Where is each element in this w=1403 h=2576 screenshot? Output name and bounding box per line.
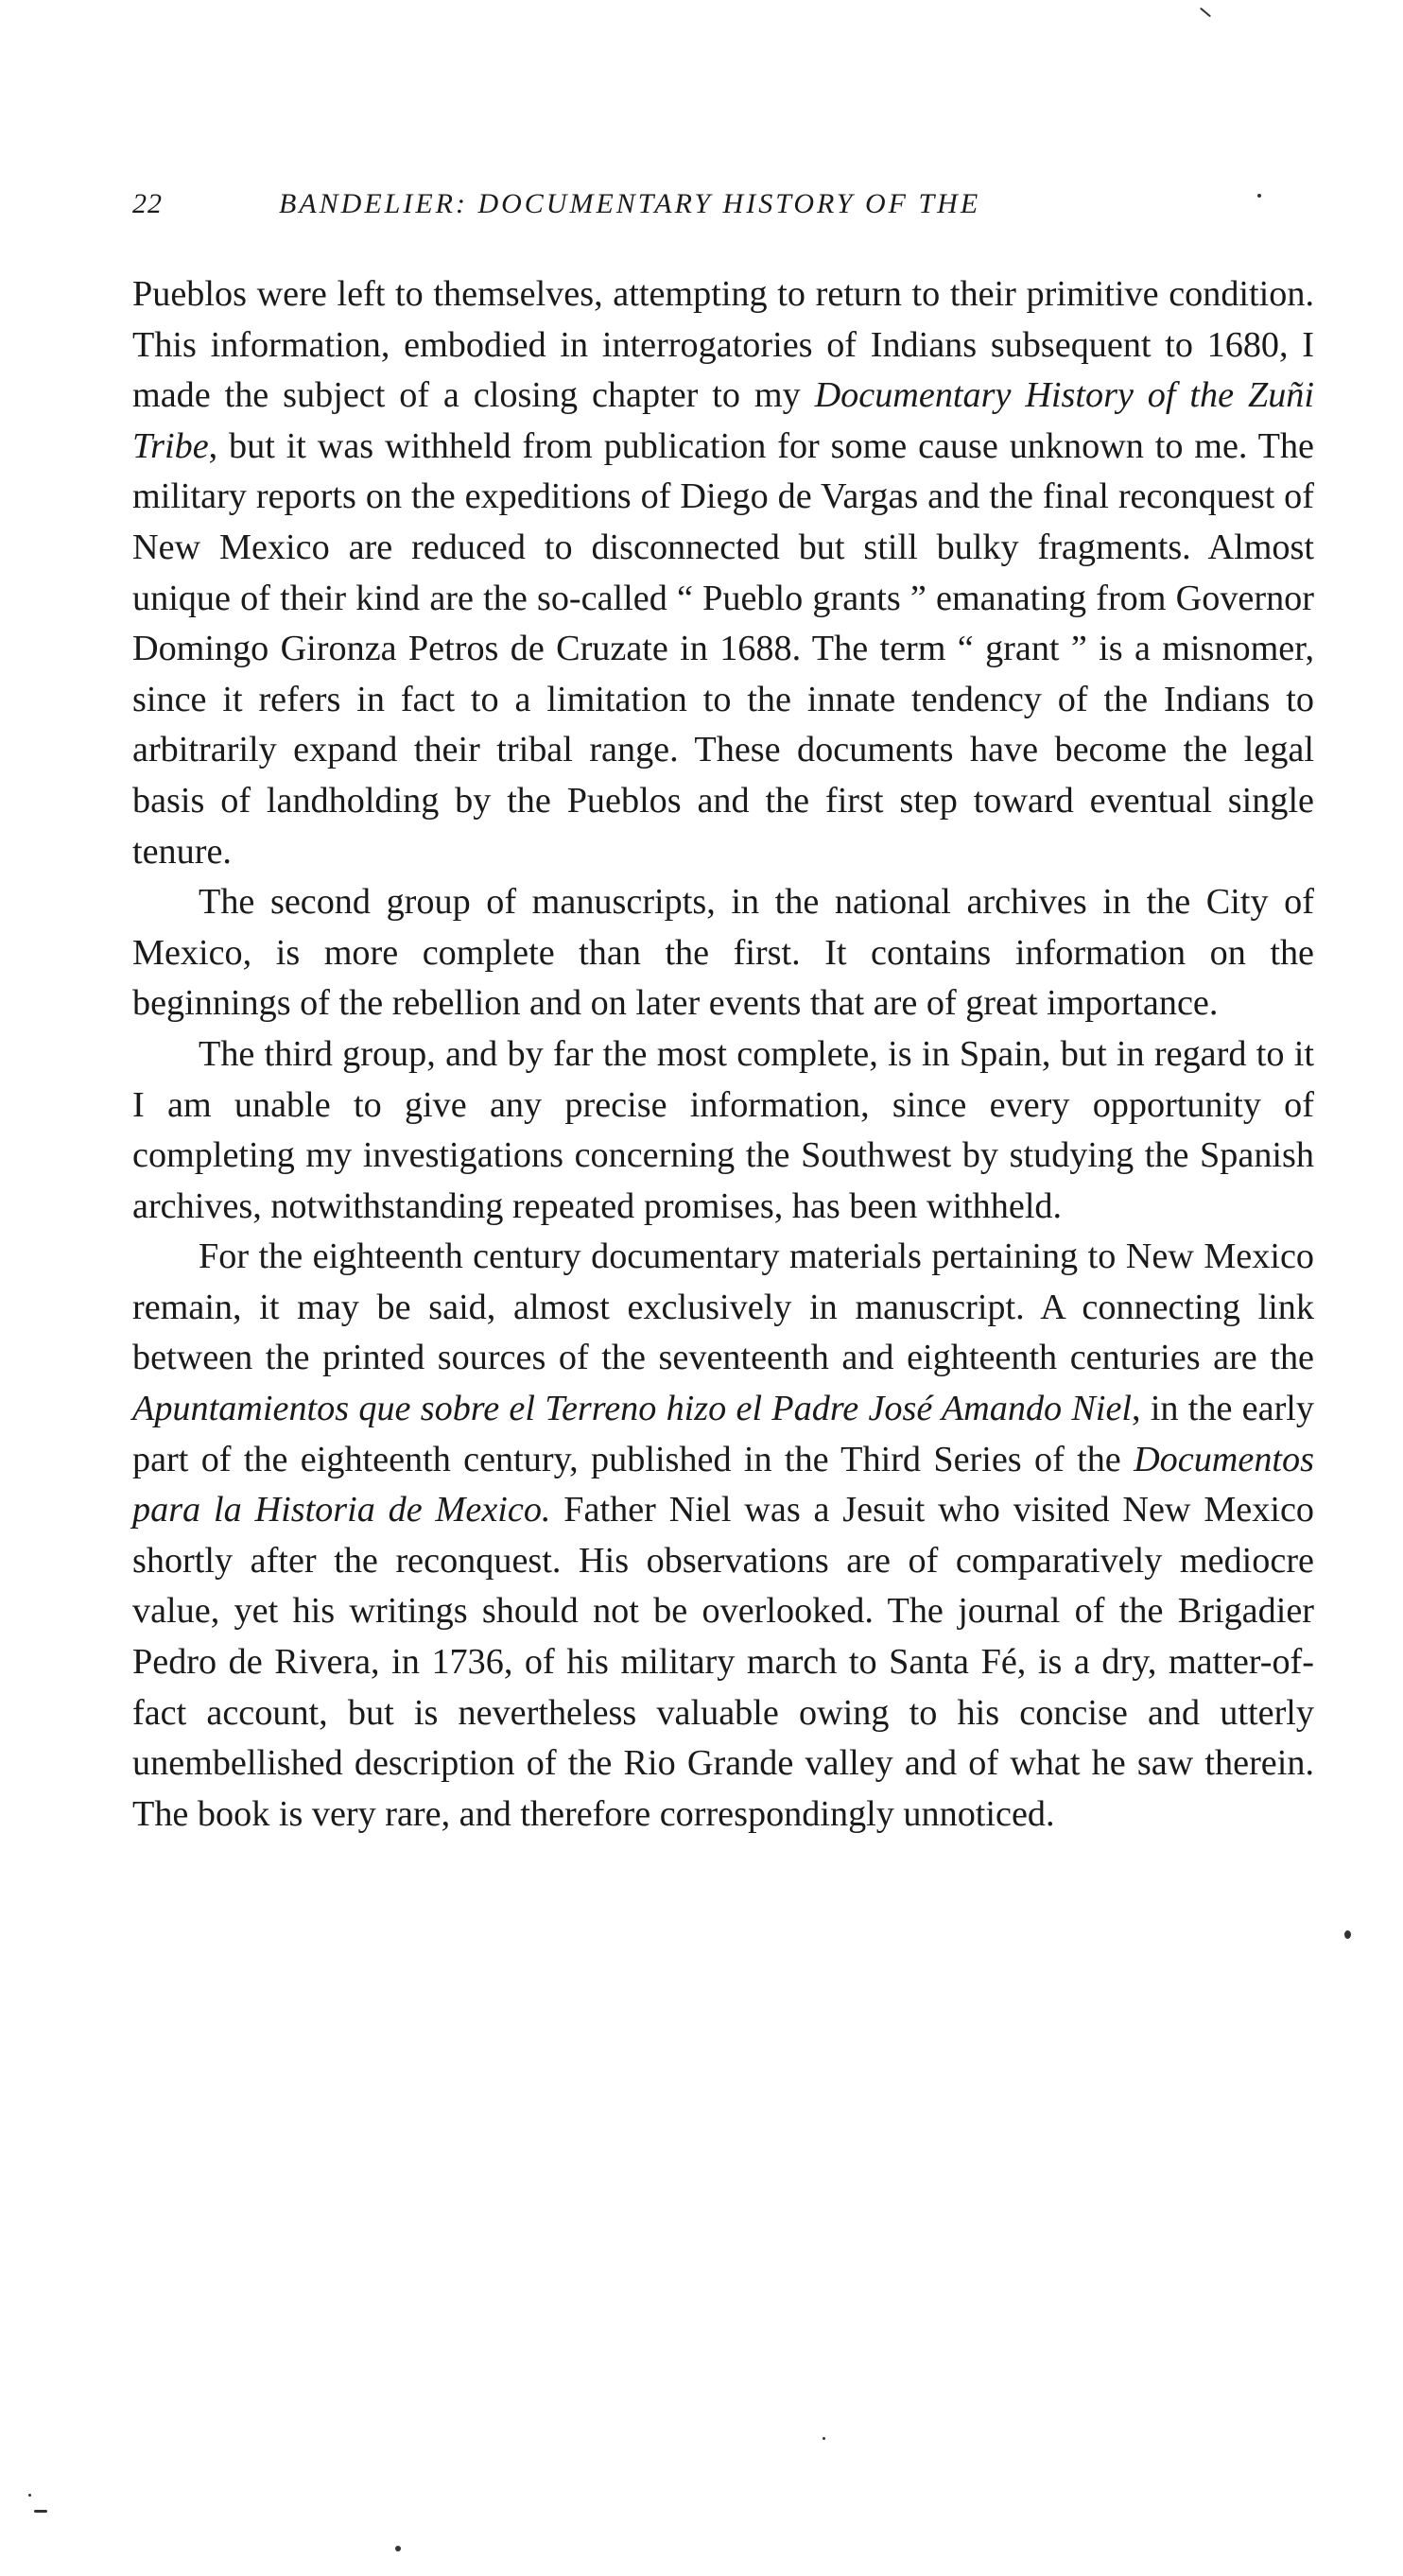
scan-speck	[34, 2510, 47, 2513]
scan-speck	[395, 2546, 401, 2551]
paragraph-4	[132, 1232, 1314, 1840]
paragraph-3: The third group, and by far the most complete, is in Spain, but in regard to it I am unable to give any precise information, since every opportunity of completing my investigations concerning the Southwest by studying the Spanish archives, notwithstanding repeated promises, has been withheld.	[132, 1033, 1314, 1226]
paragraph-1-text-1: Pueblos were left to themselves, attempting to return to their primitive condition. This information, embodied in interrogatories of Indians subsequent to 1680, I made the subject of a closing chapter to my	[132, 274, 1314, 416]
page-header	[132, 182, 1295, 230]
scan-speck	[823, 2437, 825, 2440]
paragraph-1-text-2: , but it was withheld from publication for some cause unknown to me. The military reports on the expeditions of Diego de Vargas and the final reconquest of New Mexico are reduced to disconnected but still bulky fragments. Almost unique of their kind are the so-called “ Pueblo grants ” emanating from Governor Domingo Gironza Petros de Cruzate in 1688. The term “ grant ” is a misnomer, since it refers in fact to a limitation to the innate tendency of the Indians to arbitrarily expand their tribal range. These documents have become the legal basis of landholding by the Pueblos and the first step toward eventual single tenure.	[132, 425, 1314, 872]
paragraph-2: The second group of manuscripts, in the national archives in the City of Mexico, is more complete than the first. It contains information on the beginnings of the rebellion and on later events that are of great importance.	[132, 882, 1314, 1024]
scan-speck	[28, 2494, 31, 2497]
running-head: BANDELIER: DOCUMENTARY HISTORY OF THE	[279, 188, 981, 219]
paragraph-4-text-3: Father Niel was a Jesuit who visited New Mexico shortly after the reconquest. His observations are of comparatively mediocre value, yet his writings should not be overlooked. The journal of the Brigadier Pedro de Rivera, in 1736, of his military march to Santa Fé, is a dry, matter-of-fact account, but is nevertheless valuable owing to his concise and utterly unembellished description of the Rio Grande valley and of what he saw therein. The book is very rare, and therefore correspondingly unnoticed.	[132, 1490, 1314, 1834]
book-title-documentos: Documentos para la Historia de Mexico.	[132, 1439, 1314, 1530]
paragraph-4-text-1: For the eighteenth century documentary materials pertaining to New Mexico remain, it may be said, almost exclusively in manuscript. A connecting link between the printed sources of the seventeenth and eighteenth centuries are the	[132, 1236, 1314, 1378]
scan-speck	[1200, 8, 1211, 18]
page-number: 22	[132, 188, 163, 219]
book-title-apuntamientos: Apuntamientos que sobre el Terreno hizo el Padre José Amando Niel	[132, 1389, 1133, 1429]
book-title-zuni-tribe: Documentary History of the Zuñi Tribe	[132, 375, 1314, 466]
scan-speck	[1257, 194, 1261, 198]
scan-speck	[1344, 1930, 1351, 1939]
paragraph-4-text-2: , in the early part of the eighteenth century, published in the Third Series of the	[132, 1389, 1314, 1479]
paragraph-1	[132, 269, 1314, 877]
text-body	[132, 269, 1314, 1840]
